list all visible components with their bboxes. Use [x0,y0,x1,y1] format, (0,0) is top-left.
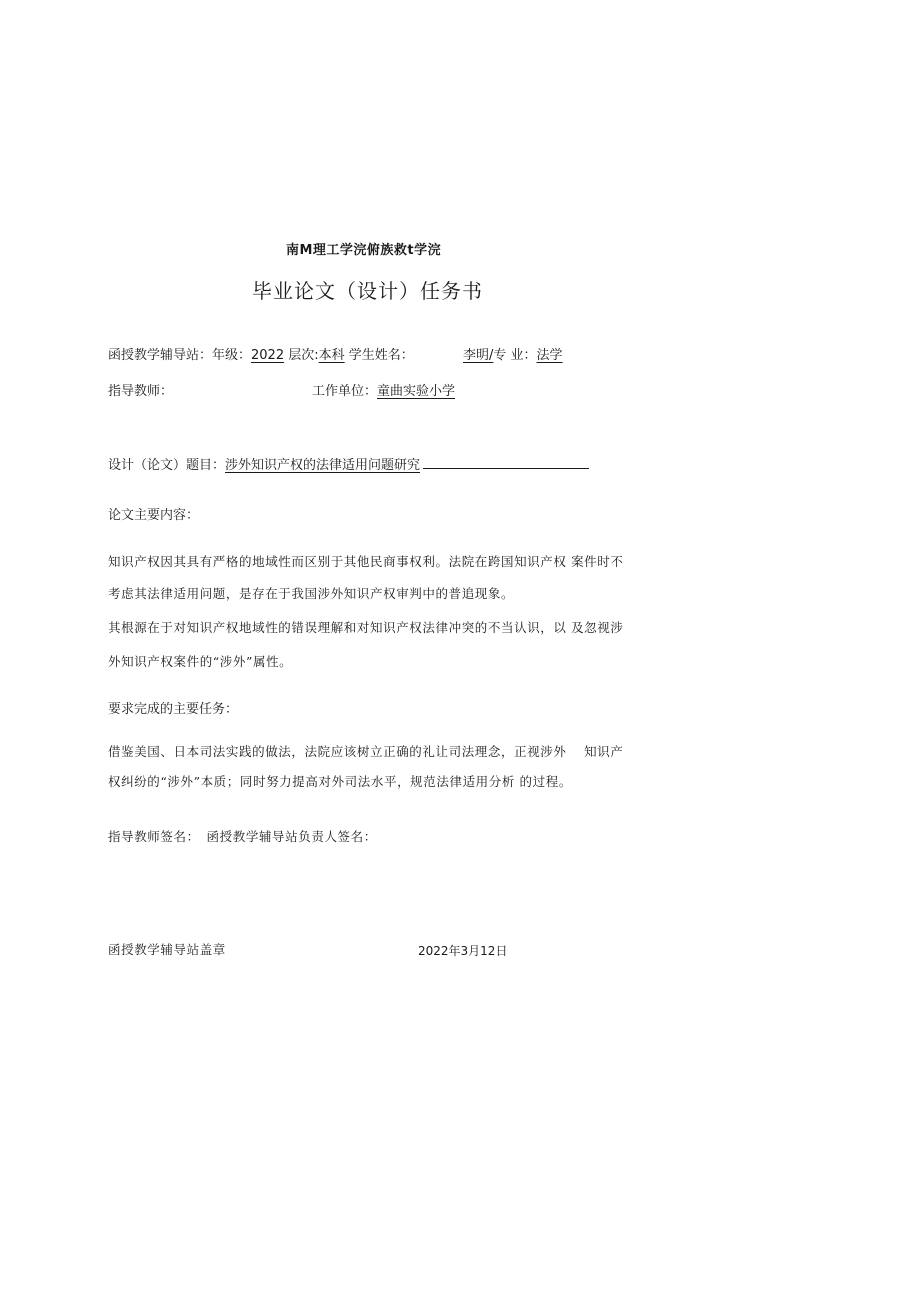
info-row-1-right [463,344,563,363]
work-unit-value: 童曲实验小学 [377,384,456,399]
info-row-1 [108,344,414,363]
level-label: 层次: [288,348,319,363]
signature-line: 指导教师签名： 函授教学辅导站负责人签名： [108,829,377,844]
task-line: 借鉴美国、日本司法实践的做法，法院应该树立正确的礼让司法理念，正视涉外 知识产 [108,744,624,759]
document-title: 毕业论文（设计）任务书 [252,279,483,303]
content-heading: 论文主要内容： [108,508,200,523]
seal-label: 函授教学辅导站盖章 [108,942,226,957]
station-label: 函授教学辅导站：年级： [108,348,252,363]
major-value: 法学 [536,348,563,363]
content-line: 知识产权因其具有严格的地域性而区别于其他民商事权利。法院在跨国知识产权 案件时不 [108,554,624,569]
school-name: 南M理工学浣俯族救t学浣 [286,243,442,258]
major-label: 专 业： [493,348,537,363]
topic-label: 设计（论文）题目： [108,458,226,473]
task-line: 权纠纷的“涉外”本质；同时努力提高对外司法水平，规范法律适用分析 的过程。 [108,774,572,789]
date: 2022年3月12日 [418,944,508,958]
content-line: 其根源在于对知识产权地域性的错误理解和对知识产权法律冲突的不当认识，以 及忽视涉 [108,620,624,635]
work-unit-row [312,380,455,399]
grade-value: 2022 [251,348,285,363]
advisor-label: 指导教师： [108,384,174,399]
work-unit-label: 工作单位： [312,384,378,399]
level-value: 本科 [318,348,345,363]
student-label: 学生姓名： [348,348,414,363]
topic-row [108,454,589,473]
content-line: 外知识产权案件的“涉外”属性。 [108,654,293,669]
topic-blank-line [423,456,589,469]
content-line: 考虑其法律适用问题，是存在于我国涉外知识产权审判中的普追现象。 [108,586,515,601]
tasks-heading: 要求完成的主要任务： [108,702,239,717]
topic-value: 涉外知识产权的法律适用问题研究 [225,458,421,473]
student-name-value: 李明/ [463,348,494,363]
